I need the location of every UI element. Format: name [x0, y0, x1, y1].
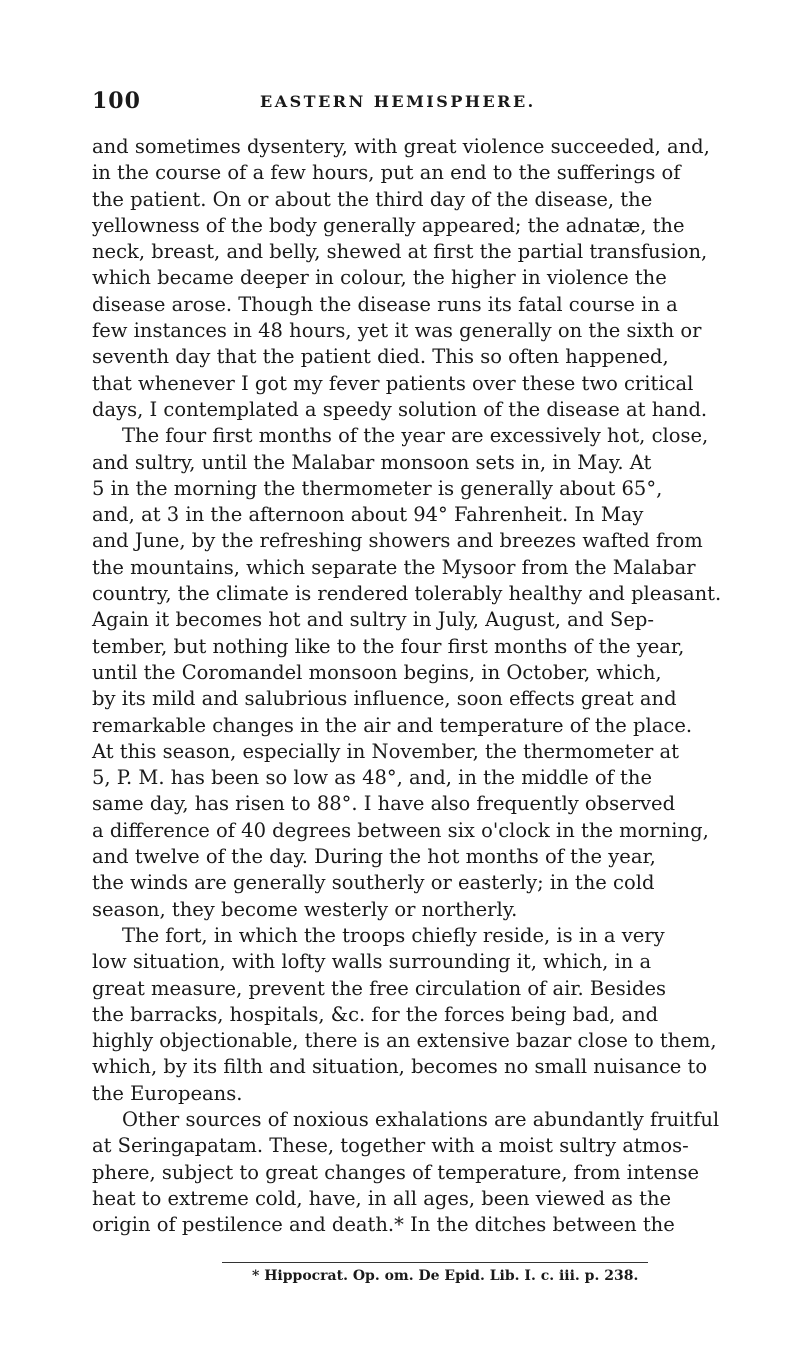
- text-line: and sultry, until the Malabar monsoon sets in, in May. At: [92, 450, 652, 474]
- text-line: highly objectionable, there is an extensive bazar close to them,: [92, 1029, 717, 1053]
- text-line: which became deeper in colour, the higher in violence the: [92, 266, 667, 290]
- running-head: EASTERN HEMISPHERE.: [260, 92, 536, 111]
- text-line: and twelve of the day. During the hot months of the year,: [92, 845, 656, 869]
- text-line: seventh day that the patient died. This so often happened,: [92, 345, 669, 369]
- text-line: season, they become westerly or northerly.: [92, 897, 518, 921]
- text-line: same day, has risen to 88°. I have also frequently observed: [92, 792, 676, 816]
- text-line: days, I contemplated a speedy solution of the disease at hand.: [92, 397, 708, 421]
- text-line: a difference of 40 degrees between six o'clock in the morning,: [92, 818, 709, 842]
- text-line: the patient. On or about the third day of the disease, the: [92, 187, 653, 211]
- body-text: [92, 134, 734, 1238]
- text-line: 5 in the morning the thermometer is generally about 65°,: [92, 476, 663, 500]
- text-line: heat to extreme cold, have, in all ages, been viewed as the: [92, 1186, 672, 1210]
- text-line: The fort, in which the troops chiefly reside, is in a very: [122, 923, 665, 947]
- text-line: which, by its filth and situation, becomes no small nuisance to: [92, 1055, 708, 1079]
- text-line: the mountains, which separate the Mysoor from the Malabar: [92, 555, 696, 579]
- text-line: Again it becomes hot and sultry in July, August, and Sep-: [92, 608, 654, 632]
- text-line: the Europeans.: [92, 1081, 243, 1105]
- page-header: [92, 88, 728, 116]
- text-line: in the course of a few hours, put an end to the sufferings of: [92, 161, 681, 185]
- text-line: the barracks, hospitals, &c. for the forces being bad, and: [92, 1002, 659, 1026]
- text-line: great measure, prevent the free circulation of air. Besides: [92, 976, 667, 1000]
- text-line: At this season, especially in November, the thermometer at: [92, 739, 679, 763]
- footnote-rule: [222, 1262, 648, 1263]
- text-line: country, the climate is rendered tolerably healthy and pleasant.: [92, 582, 722, 606]
- text-line: and, at 3 in the afternoon about 94° Fahrenheit. In May: [92, 503, 644, 527]
- text-line: Other sources of noxious exhalations are abundantly fruitful: [122, 1107, 720, 1131]
- text-line: tember, but nothing like to the four first months of the year,: [92, 634, 685, 658]
- text-line: origin of pestilence and death.* In the ditches between the: [92, 1213, 675, 1237]
- text-line: few instances in 48 hours, yet it was generally on the sixth or: [92, 319, 702, 343]
- text-line: and June, by the refreshing showers and breezes wafted from: [92, 529, 703, 553]
- text-line: and sometimes dysentery, with great violence succeeded, and,: [92, 135, 710, 158]
- text-line: neck, breast, and belly, shewed at first the partial transfusion,: [92, 240, 708, 264]
- text-line: remarkable changes in the air and temperature of the place.: [92, 713, 693, 737]
- text-line: The four first months of the year are excessively hot, close,: [122, 424, 709, 448]
- text-line: yellowness of the body generally appeared; the adnatæ, the: [92, 213, 685, 237]
- text-line: disease arose. Though the disease runs its fatal course in a: [92, 292, 678, 316]
- text-line: by its mild and salubrious influence, soon effects great and: [92, 687, 677, 711]
- footnote: * Hippocrat. Op. om. De Epid. Lib. I. c. iii. p. 238.: [252, 1268, 639, 1284]
- text-line: at Seringapatam. These, together with a moist sultry atmos-: [92, 1134, 689, 1158]
- text-line: 5, P. M. has been so low as 48°, and, in the middle of the: [92, 766, 652, 790]
- page-number: 100: [92, 88, 141, 114]
- text-line: the winds are generally southerly or easterly; in the cold: [92, 871, 655, 895]
- text-line: phere, subject to great changes of temperature, from intense: [92, 1160, 699, 1184]
- text-line: that whenever I got my fever patients over these two critical: [92, 371, 694, 395]
- text-line: until the Coromandel monsoon begins, in October, which,: [92, 660, 662, 684]
- text-line: low situation, with lofty walls surrounding it, which, in a: [92, 950, 652, 974]
